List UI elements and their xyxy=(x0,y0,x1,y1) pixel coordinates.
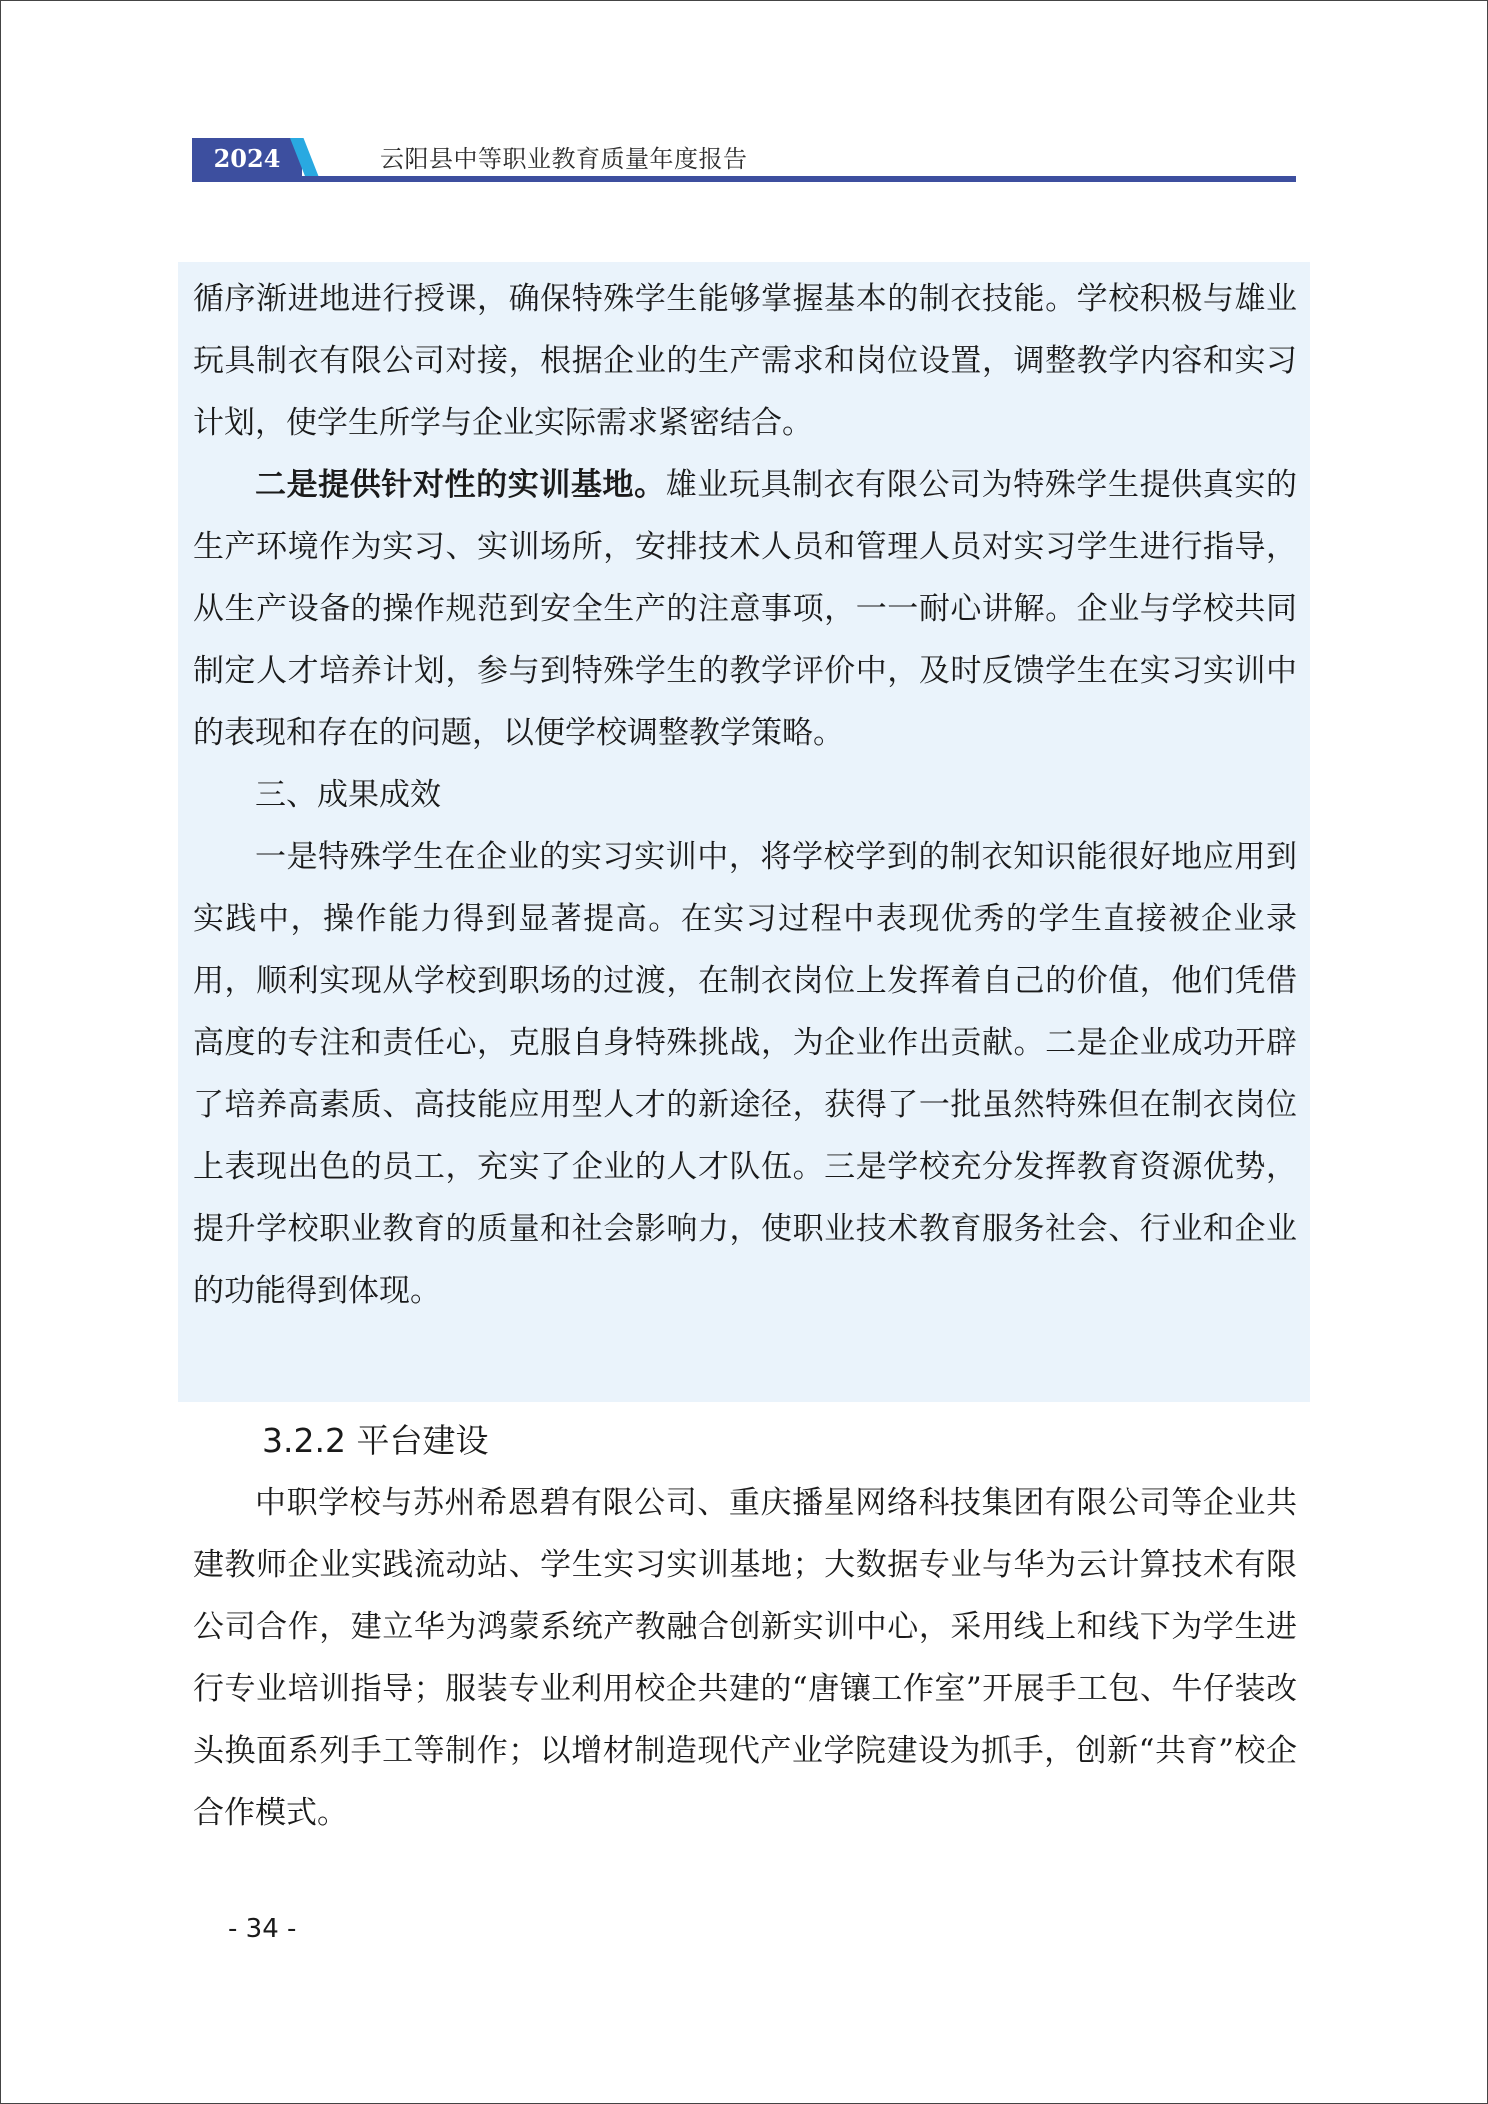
header-year-badge: 2024 xyxy=(192,138,302,180)
header-rule xyxy=(192,176,1296,182)
case-paragraph-2-body: 雄业玩具制衣有限公司为特殊学生提供真实的生产环境作为实习、实训场所，安排技术人员和管理人员对实习学生进行指导，从生产设备的操作规范到安全生产的注意事项，一一耐心讲解。企业与学校共同制定人才培养计划，参与到特殊学生的教学评价中，及时反馈学生在实习实训中的表现和存在的问题，以便学校调整教学策略。 xyxy=(193,467,1297,751)
section-paragraph: 中职学校与苏州希恩碧有限公司、重庆播星网络科技集团有限公司等企业共建教师企业实践流动站、学生实习实训基地；大数据专业与华为云计算技术有限公司合作，建立华为鸿蒙系统产教融合创新实训中心，采用线上和线下为学生进行专业培训指导；服装专业利用校企共建的“唐镶工作室”开展手工包、牛仔装改头换面系列手工等制作；以增材制造现代产业学院建设为抓手，创新“共育”校企合作模式。 xyxy=(193,1485,1297,1831)
case-paragraph-2 xyxy=(193,454,1297,764)
case-paragraph-2-lead: 二是提供针对性的实训基地。 xyxy=(255,467,666,503)
section-title: 3.2.2 平台建设 xyxy=(262,1421,489,1460)
case-paragraph-3: 一是特殊学生在企业的实习实训中，将学校学到的制衣知识能很好地应用到实践中，操作能力得到显著提高。在实习过程中表现优秀的学生直接被企业录用，顺利实现从学校到职场的过渡，在制衣岗位上发挥着自己的价值，他们凭借高度的专注和责任心，克服自身特殊挑战，为企业作出贡献。二是企业成功开辟了培养高素质、高技能应用型人才的新途径，获得了一批虽然特殊但在制衣岗位上表现出色的员工，充实了企业的人才队伍。三是学校充分发挥教育资源优势，提升学校职业教育的质量和社会影响力，使职业技术教育服务社会、行业和企业的功能得到体现。 xyxy=(193,839,1297,1309)
page-number: - 34 - xyxy=(228,1914,297,1944)
case-paragraph-1: 循序渐进地进行授课，确保特殊学生能够掌握基本的制衣技能。学校积极与雄业玩具制衣有限公司对接，根据企业的生产需求和岗位设置，调整教学内容和实习计划，使学生所学与企业实际需求紧密结合。 xyxy=(193,281,1297,441)
case-heading-results: 三、成果成效 xyxy=(255,777,441,813)
section-text xyxy=(193,1472,1297,1844)
case-study-text xyxy=(193,268,1297,1322)
header-title: 云阳县中等职业教育质量年度报告 xyxy=(380,145,748,173)
